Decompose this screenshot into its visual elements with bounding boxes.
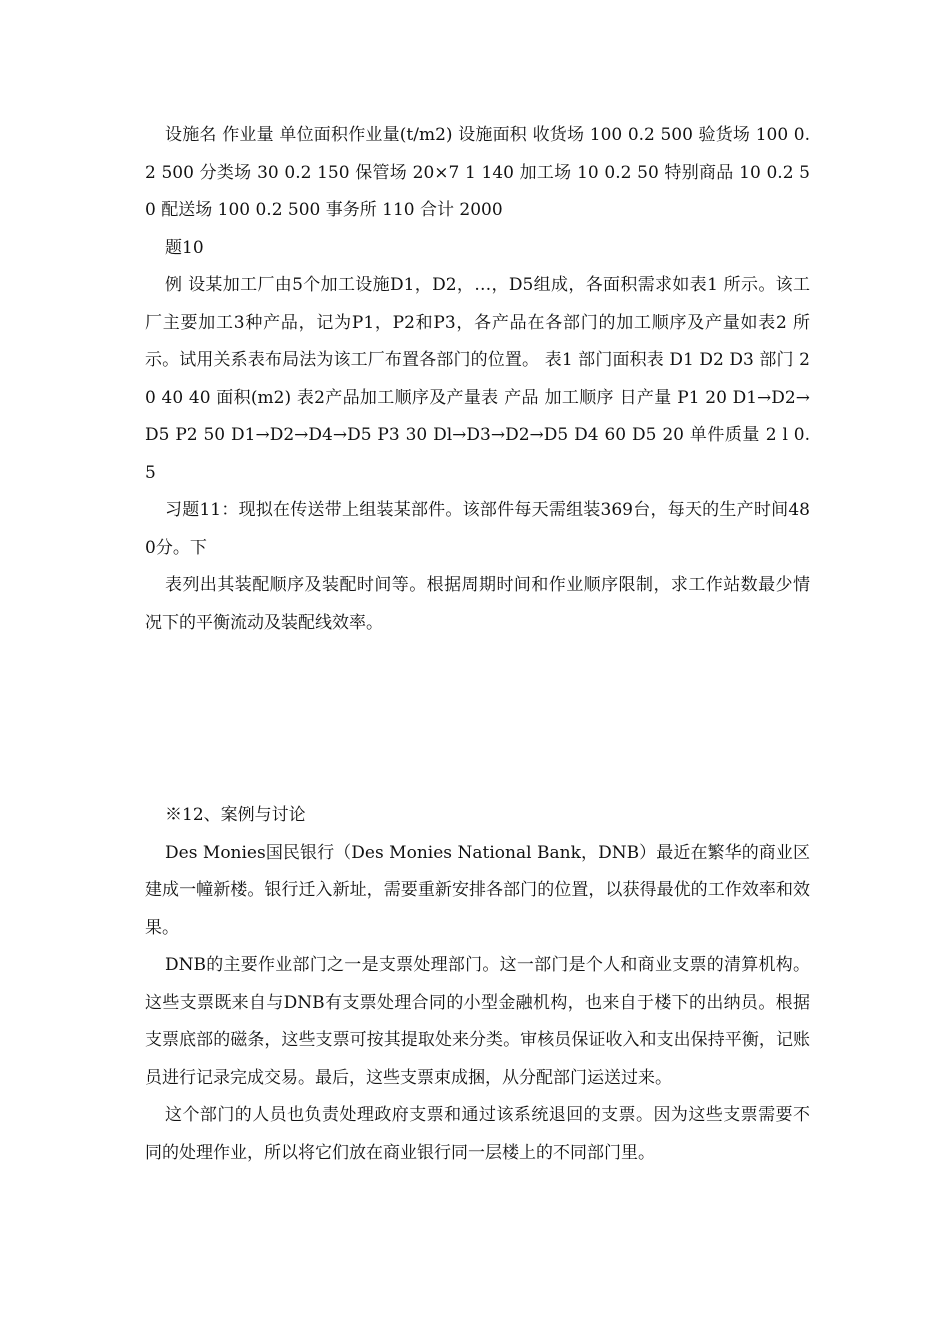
case-study-section [145,797,810,1172]
case-study-heading: ※12、案例与讨论 [165,805,306,825]
case-paragraph-2: DNB的主要作业部门之一是支票处理部门。这一部门是个人和商业支票的清算机构。这些支票既来自与DNB有支票处理合同的小型金融机构，也来自于楼下的出纳员。根据支票底部的磁条，这些支票可按其提取处来分类。审核员保证收入和支出保持平衡，记账员进行记录完成交易。最后，这些支票束成捆，从分配部门运送过来。 [145,955,810,1088]
case-paragraph-1: Des Monies国民银行（Des Monies National Bank，DNB）最近在繁华的商业区建成一幢新楼。银行迁入新址，需要重新安排各部门的位置，以获得最优的工作效率和效果。 [145,842,810,938]
case-paragraph-3: 这个部门的人员也负责处理政府支票和通过该系统退回的支票。因为这些支票需要不同的处理作业，所以将它们放在商业银行同一层楼上的不同部门里。 [145,1105,810,1163]
example-text: 例 设某加工厂由5个加工设施D1，D2，…，D5组成，各面积需求如表1 所示。该工厂主要加工3种产品，记为P1，P2和P3，各产品在各部门的加工顺序及产量如表2 所示。试用关系表布局法为该工厂布置各部门的位置。 表1 部门面积表 D1 D2 D3 部门 20 40 40 面积(m2) 表2产品加工顺序及产量表 产品 加工顺序 日产量 P1 20 D1→D2→D5 P2 50 D1→D2→D4→D5 P3 30 Dl→D3→D2→D5 D4 60 D5 20 单件质量 2 l 0.5 [145,275,810,483]
question-10-title: 题10 [165,237,204,258]
facility-table-text: 设施名 作业量 单位面积作业量(t/m2) 设施面积 收货场 100 0.2 500 验货场 100 0.2 500 分类场 30 0.2 150 保管场 20×7 1 140 加工场 10 0.2 50 特别商品 10 0.2 50 配送场 100 0.2 500 事务所 110 合计 2000 [145,125,810,220]
question-11-continuation: 表列出其装配顺序及装配时间等。根据周期时间和作业顺序限制，求工作站数最少情况下的平衡流动及装配线效率。 [145,575,810,633]
question-11-text: 习题11：现拟在传送带上组装某部件。该部件每天需组装369台，每天的生产时间480分。下 [145,500,810,558]
exercise-section [145,117,810,642]
